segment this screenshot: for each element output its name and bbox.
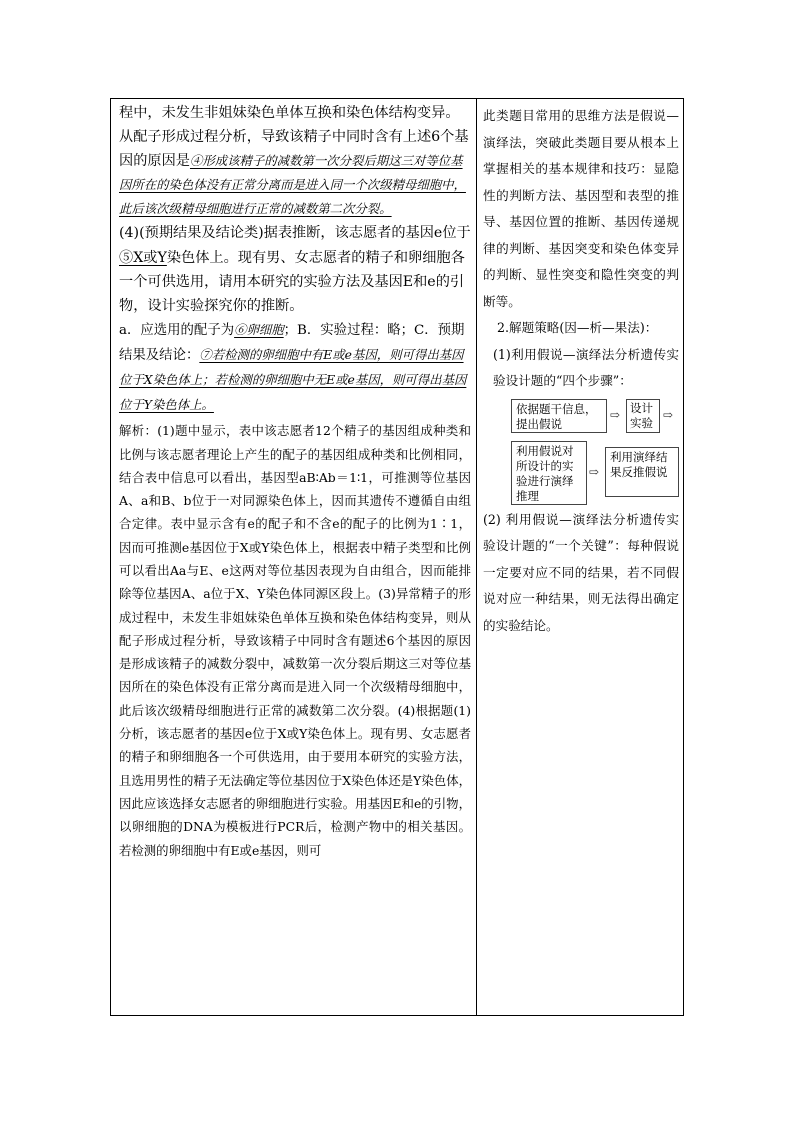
part-a-text: a．应选用的配子为 [119,322,235,338]
right-column [483,103,679,639]
method-intro: 此类题目常用的思维方法是假说—演绎法，突破此类题目要从根本上掌握相关的基本规律和技巧：显隐性的判断方法、基因型和表型的推导、基因位置的推断、基因传递规律的判断、基因突变和染色体变异的判断、显性突变和隐性突变的判断等。 [483,108,679,309]
step-1-text: (1)利用假说—演绎法分析遗传实验设计题的“四个步骤”： [493,346,679,388]
part-3-text: 程中，未发生非姐妹染色单体互换和染色体结构变异。从配子形成过程分析，导致该精子中同时含有上述6个基因的原因是 [119,105,469,170]
question-part-3 [119,101,471,221]
left-column [119,101,471,862]
flow-box-hypothesis: 依据题干信息，提出假说 [511,399,607,433]
flow-box-design: 设计实验 [626,399,660,433]
step-2-text: (2) 利用假说—演绎法分析遗传实验设计题的“一个关键”：每种假说一定要对应不同的结果，若不同假说对应一种结果，则无法得出确定的实验结论。 [483,511,679,633]
flow-box-inference: 利用演绎结果反推假说 [605,447,679,497]
analysis-text: 解析：(1)题中显示，表中该志愿者12个精子的基因组成种类和比例与该志愿者理论上产生的配子的基因组成种类和比例相同，结合表中信息可以看出，基因型aB∶Ab＝1∶1，可推测等位基因A、a和B、b位于一对同源染色体上，因而其遗传不遵循自由组合定律。表中显示含有e的配子和不含e的配子的比例为1∶1，因而可推测e基因位于X或Y染色体上，根据表中精子类型和比例可以看出Aa与E、e这两对等位基因表现为自由组合，因而能排除等位基因A、a位于X、Y染色体同源区段上。(3)异常精子的形成过程中，未发生非姐妹染色单体互换和染色体结构变异，则从配子形成过程分析，导致该精子中同时含有题述6个基因的原因是形成该精子的减数分裂中，减数第一次分裂后期这三对等位基因所在的染色体没有正常分离而是进入同一个次级精母细胞中，此后该次级精母细胞进行正常的减数第二次分裂。(4)根据题(1)分析，该志愿者的基因e位于X或Y染色体上。现有男、女志愿者的精子和卵细胞各一个可供选用，由于要用本研究的实验方法，且选用男性的精子无法确定等位基因位于X染色体还是Y染色体，因此应该选择女志愿者的卵细胞进行实验。用基因E和e的引物，以卵细胞的DNA为模板进行PCR后，检测产物中的相关基因。若检测的卵细胞中有E或e基因，则可 [119,423,471,858]
answer-5: ⑤X或Y [119,249,167,266]
answer-4: ④形成该精子的减数第一次分裂后期这三对等位基因所在的染色体没有正常分离而是进入同一个次级精母细胞中，此后该次级精母细胞进行正常的减数第二次分裂。 [119,153,466,217]
flow-box-deduction: 利用假说对所设计的实验进行演绎推理 [511,441,587,505]
answer-6: ⑥卵细胞 [234,321,284,337]
column-divider [476,99,477,1015]
part-4-text: (4)(预期结果及结论类)据表推断，该志愿者的基因e位于 [119,225,471,242]
strategy-title: 2.解题策略(因—析—果法)： [497,320,658,335]
question-part-4-a [119,318,471,418]
arrow-right-icon: ⇨ [589,464,600,479]
arrow-right-icon: ⇨ [610,407,621,422]
part-4-text-cont: 染色体上。现有男、女志愿者的精子和卵细胞各一个可供选用，请用本研究的实验方法及基因E和e的引物，设计实验探究你的推断。 [119,249,465,314]
question-part-4 [119,221,471,317]
content-table [110,98,684,1016]
arrow-right-icon: ⇨ [663,407,674,422]
four-steps-flowchart [483,399,679,505]
part-bc-text: ；B．实验过程：略；C．预期结果及结论： [119,322,465,363]
answer-7: ⑦若检测的卵细胞中有E或e基因，则可得出基因位于X染色体上；若检测的卵细胞中无E或e基因，则可得出基因位于Y染色体上。 [119,346,467,413]
